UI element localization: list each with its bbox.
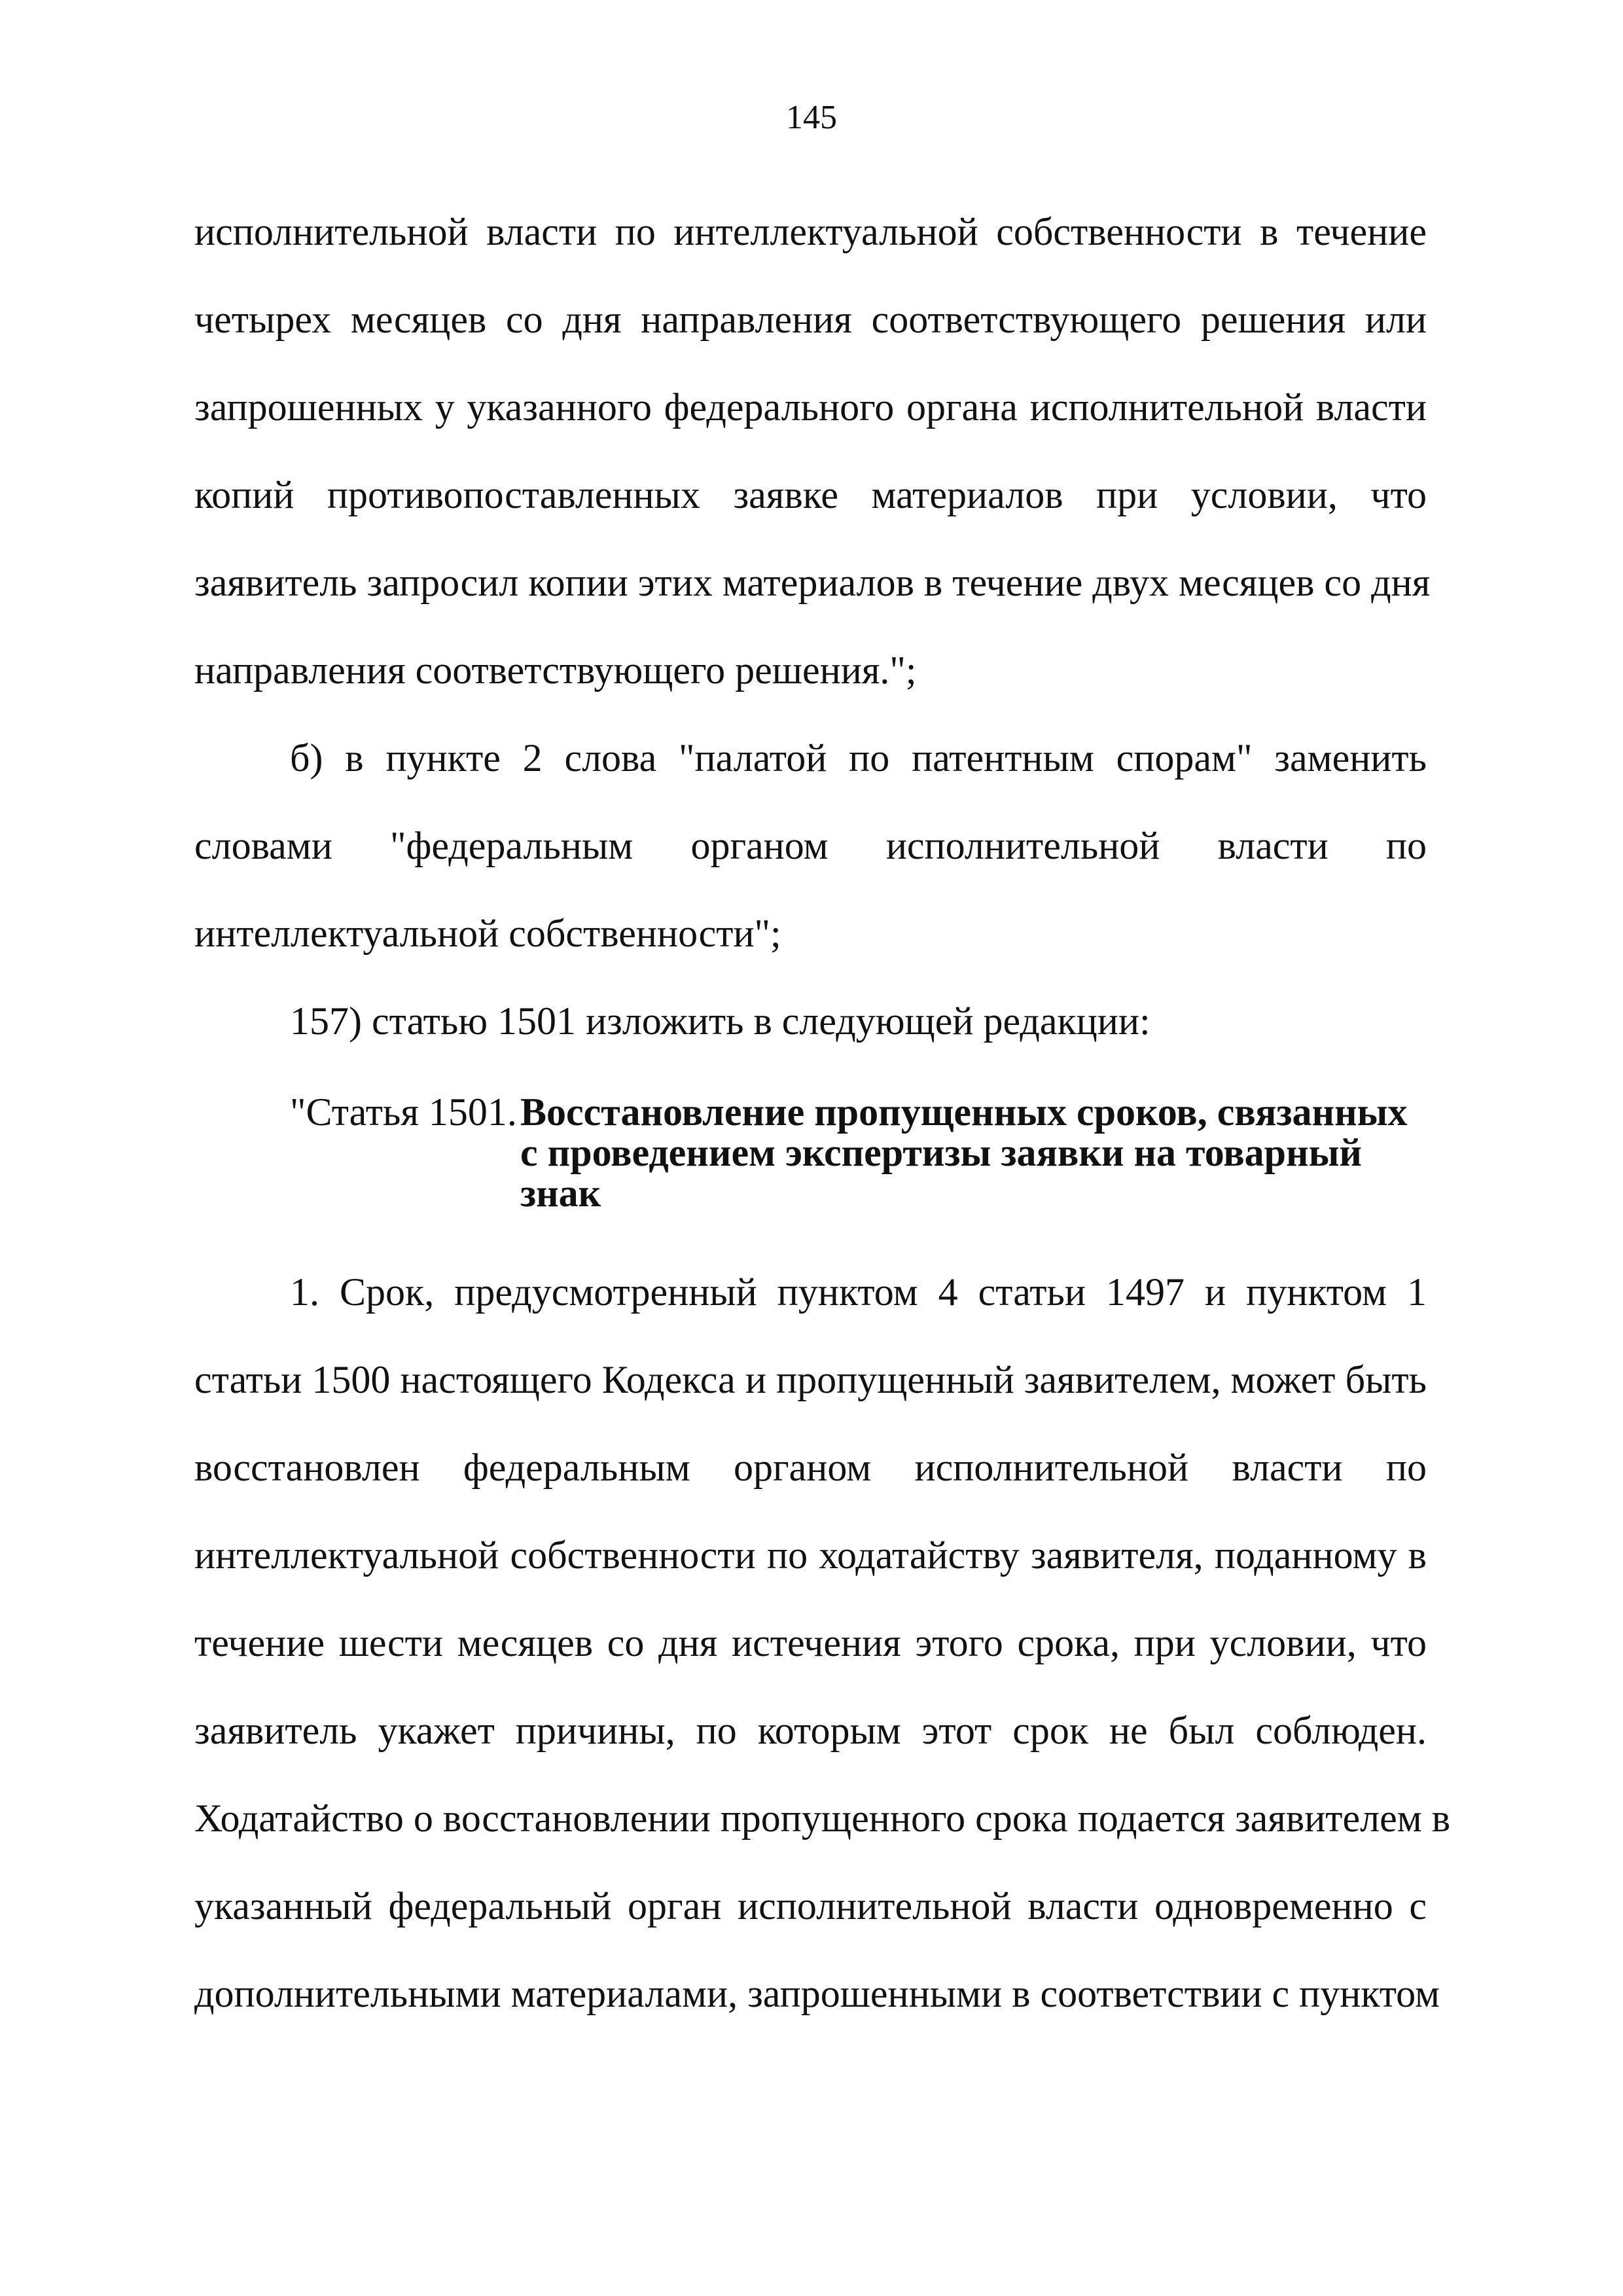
paragraph-1-line-1: исполнительной власти по интеллектуальной собственности в течение xyxy=(194,210,1427,253)
paragraph-4-line-4: интеллектуальной собственности по ходатайству заявителя, поданному в xyxy=(194,1534,1427,1577)
paragraph-2-line-3: интеллектуальной собственности"; xyxy=(194,912,781,955)
paragraph-1-line-2: четырех месяцев со дня направления соответствующего решения или xyxy=(194,298,1427,341)
paragraph-1-line-5: заявитель запросил копии этих материалов в течение двух месяцев со дня xyxy=(194,561,1431,604)
paragraph-1-line-4: копий противопоставленных заявке материалов при условии, что xyxy=(194,473,1427,516)
paragraph-1-line-6: направления соответствующего решения."; xyxy=(194,649,917,692)
paragraph-4-line-5: течение шести месяцев со дня истечения этого срока, при условии, что xyxy=(194,1621,1427,1664)
page-number: 145 xyxy=(786,99,837,136)
paragraph-2-line-1: б) в пункте 2 слова "палатой по патентным спорам" заменить xyxy=(290,736,1427,780)
article-heading-prefix: "Статья 1501. xyxy=(290,1090,517,1134)
paragraph-4-line-2: статьи 1500 настоящего Кодекса и пропущенный заявителем, может быть xyxy=(194,1358,1427,1401)
article-heading-title-line-3: знак xyxy=(520,1172,601,1215)
paragraph-1-line-3: запрошенных у указанного федерального органа исполнительной власти xyxy=(194,386,1427,429)
paragraph-4-line-8: указанный федеральный орган исполнительной власти одновременно с xyxy=(194,1884,1427,1928)
paragraph-4-line-3: восстановлен федеральным органом исполнительной власти по xyxy=(194,1446,1427,1489)
paragraph-4-line-7: Ходатайство о восстановлении пропущенного срока подается заявителем в xyxy=(194,1797,1451,1840)
paragraph-3: 157) статью 1501 изложить в следующей редакции: xyxy=(290,999,1150,1043)
article-heading-title-line-2: с проведением экспертизы заявки на товарный xyxy=(520,1131,1362,1174)
article-heading-title-line-1: Восстановление пропущенных сроков, связанных xyxy=(520,1090,1408,1134)
paragraph-4-line-1: 1. Срок, предусмотренный пунктом 4 статьи 1497 и пунктом 1 xyxy=(290,1270,1427,1314)
paragraph-4-line-6: заявитель укажет причины, по которым этот срок не был соблюден. xyxy=(194,1709,1427,1752)
paragraph-4-line-9: дополнительными материалами, запрошенными в соответствии с пунктом xyxy=(194,1972,1440,2015)
paragraph-2-line-2: словами "федеральным органом исполнительной власти по xyxy=(194,824,1427,867)
